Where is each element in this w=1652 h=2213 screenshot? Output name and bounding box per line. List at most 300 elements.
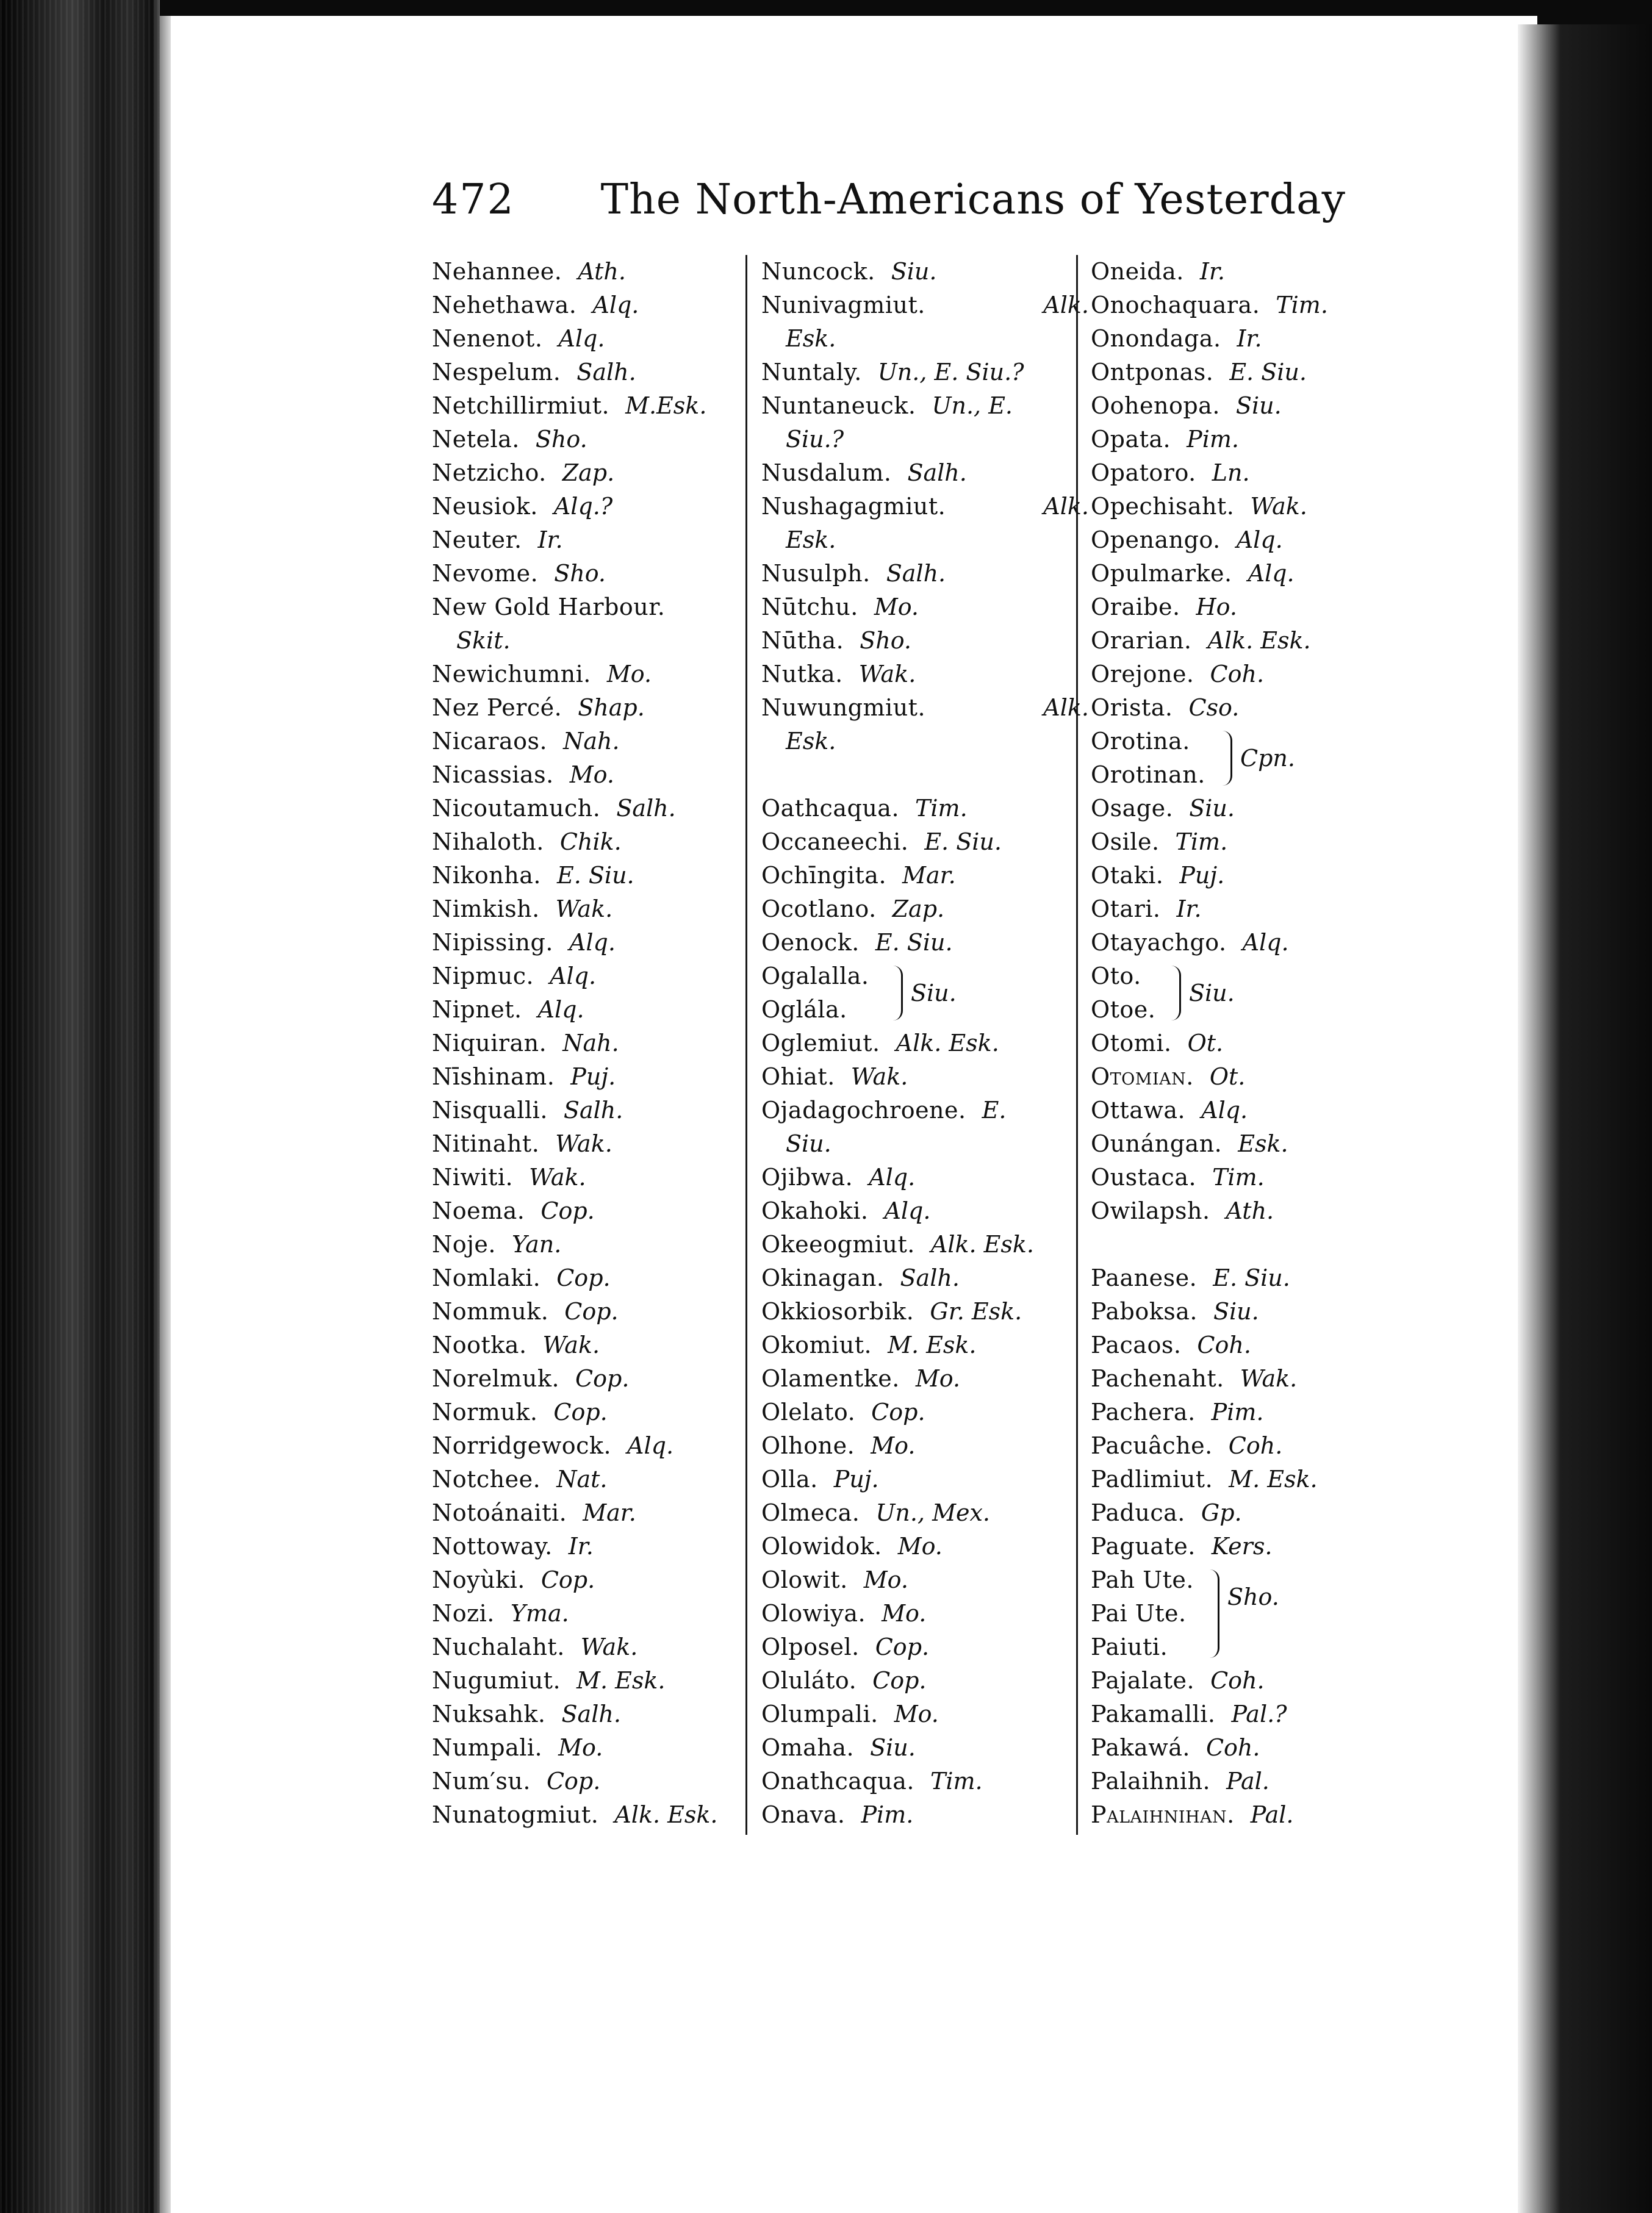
tribe-name: Nommuk. <box>432 1298 549 1325</box>
family-abbreviation: E. Siu. <box>1213 1264 1290 1291</box>
family-abbreviation: Alq. <box>558 325 605 352</box>
family-abbreviation: Mo. <box>915 1365 961 1392</box>
index-entry <box>432 557 764 590</box>
index-entry <box>432 389 764 423</box>
tribe-name: Nipissing. <box>432 929 553 956</box>
tribe-name: Netela. <box>432 426 520 453</box>
tribe-name: Orejone. <box>1091 661 1194 687</box>
index-entry <box>761 557 1094 590</box>
family-abbreviation: Puj. <box>833 1466 879 1493</box>
tribe-name: Pakamalli. <box>1091 1701 1216 1727</box>
tribe-name: Netchillirmiut. <box>432 392 610 419</box>
family-abbreviation: E. Siu. <box>924 828 1002 855</box>
tribe-name: Oneida. <box>1091 258 1184 285</box>
family-abbreviation: Salh. <box>907 459 967 486</box>
index-entry <box>432 1261 764 1295</box>
tribe-name: Nushagagmiut. <box>761 493 946 520</box>
bracketed-entry-group <box>1091 959 1423 1027</box>
index-entry <box>432 1429 764 1463</box>
tribe-name: Normuk. <box>432 1399 538 1426</box>
tribe-name: Nuwungmiut. <box>761 694 926 721</box>
family-abbreviation: Alq. <box>884 1197 931 1224</box>
index-entry <box>432 1161 764 1194</box>
family-abbreviation: Mar. <box>902 862 956 889</box>
family-abbreviation: Siu. <box>891 258 937 285</box>
tribe-name: Okeeogmiut. <box>761 1231 915 1258</box>
tribe-name: Nomlaki. <box>432 1264 541 1291</box>
index-entry <box>1091 322 1423 356</box>
family-abbreviation: Siu. <box>1213 1298 1259 1325</box>
index-entry <box>1091 1530 1423 1563</box>
tribe-name: Oglála. <box>761 996 847 1023</box>
family-abbreviation: Cop. <box>575 1365 630 1392</box>
tribe-name: Ounángan. <box>1091 1130 1223 1157</box>
index-entry <box>432 1396 764 1429</box>
index-entry <box>432 1530 764 1563</box>
index-entry <box>761 490 1094 523</box>
family-name: Palaihnihan. <box>1091 1801 1235 1828</box>
running-head <box>432 173 1346 228</box>
family-abbreviation: Esk. <box>786 526 836 553</box>
curly-brace <box>1219 731 1232 786</box>
family-abbreviation: E. Siu. <box>1229 359 1307 386</box>
family-abbreviation: Alq. <box>1242 929 1289 956</box>
family-abbreviation: Tim. <box>915 795 968 822</box>
index-column-2 <box>761 255 1094 1832</box>
page-number: 472 <box>432 176 515 224</box>
family-abbreviation: E. Siu. <box>875 929 953 956</box>
family-abbreviation: Esk. <box>1238 1130 1288 1157</box>
tribe-name: Pacuâche. <box>1091 1432 1213 1459</box>
tribe-name: Orotina. <box>1091 728 1190 755</box>
family-abbreviation: Nah. <box>563 728 620 755</box>
tribe-name: Opechisaht. <box>1091 493 1235 520</box>
tribe-name: Oustaca. <box>1091 1164 1197 1191</box>
tribe-name: Niwiti. <box>432 1164 514 1191</box>
family-abbreviation: Siu. <box>1235 392 1282 419</box>
tribe-name: Paiuti. <box>1091 1634 1168 1660</box>
index-entry <box>432 892 764 926</box>
tribe-name: Norridgewock. <box>432 1432 612 1459</box>
index-entry <box>1091 1362 1423 1396</box>
family-abbreviation: Ho. <box>1196 594 1237 620</box>
tribe-name: Palaihnih. <box>1091 1768 1211 1795</box>
index-entry <box>1091 1027 1423 1060</box>
tribe-name: Nenenot. <box>432 325 543 352</box>
index-entry <box>432 1597 764 1630</box>
tribe-name: Ontponas. <box>1091 359 1214 386</box>
index-entry <box>432 1362 764 1396</box>
index-entry <box>432 1060 764 1094</box>
index-entry <box>761 456 1094 490</box>
tribe-name: Nuntaneuck. <box>761 392 916 419</box>
bracketed-entry-group <box>1091 725 1423 792</box>
tribe-name: Onava. <box>761 1801 846 1828</box>
index-entry-continuation <box>761 423 1094 456</box>
index-entry <box>761 1161 1094 1194</box>
index-entry <box>432 1630 764 1664</box>
tribe-name: Opulmarke. <box>1091 560 1232 587</box>
family-abbreviation: Alk. <box>1043 493 1089 520</box>
index-entry <box>761 1664 1094 1698</box>
index-entry <box>761 590 1094 624</box>
index-entry <box>761 1060 1094 1094</box>
index-entry <box>1091 1798 1423 1832</box>
index-entry <box>761 1597 1094 1630</box>
family-abbreviation: Yma. <box>510 1600 569 1627</box>
family-abbreviation: Alk. Esk. <box>1207 627 1311 654</box>
index-entry <box>432 1228 764 1261</box>
index-entry <box>1091 389 1423 423</box>
index-entry-continuation <box>432 624 764 658</box>
family-abbreviation: Coh. <box>1210 1667 1265 1694</box>
index-entry <box>1091 892 1423 926</box>
family-abbreviation: Tim. <box>1276 292 1328 318</box>
index-entry <box>1091 624 1423 658</box>
index-entry <box>432 1127 764 1161</box>
family-abbreviation: Wak. <box>529 1164 586 1191</box>
tribe-name: Ojadagochroene. <box>761 1097 966 1124</box>
tribe-name: Pachera. <box>1091 1399 1196 1426</box>
tribe-name: Otari. <box>1091 895 1161 922</box>
tribe-name: Pachenaht. <box>1091 1365 1224 1392</box>
family-abbreviation: Un., Mex. <box>875 1499 991 1526</box>
family-abbreviation: Coh. <box>1205 1734 1260 1761</box>
index-entry <box>432 1295 764 1329</box>
index-entry <box>1091 1731 1423 1765</box>
index-entry <box>761 1463 1094 1496</box>
tribe-name: Nimkish. <box>432 895 540 922</box>
tribe-name: Ogalalla. <box>761 963 869 989</box>
tribe-name: Neusiok. <box>432 493 538 520</box>
index-entry <box>761 1094 1094 1127</box>
family-abbreviation: Sho. <box>1227 1584 1279 1610</box>
family-abbreviation: Siu. <box>911 980 957 1006</box>
index-entry <box>1091 1127 1423 1161</box>
tribe-name: Nutka. <box>761 661 843 687</box>
index-entry <box>1091 1664 1423 1698</box>
family-abbreviation: Esk. <box>786 325 836 352</box>
tribe-name: Omaha. <box>761 1734 855 1761</box>
family-abbreviation: Pal.? <box>1231 1701 1287 1727</box>
family-abbreviation: Sho. <box>860 627 911 654</box>
family-abbreviation: Mo. <box>863 1566 908 1593</box>
tribe-name: Nūtha. <box>761 627 844 654</box>
index-entry <box>432 1463 764 1496</box>
index-entry <box>761 1731 1094 1765</box>
family-abbreviation: Wak. <box>555 1130 612 1157</box>
index-entry <box>432 356 764 389</box>
index-entry <box>432 1698 764 1731</box>
index-entry <box>761 1295 1094 1329</box>
index-entry <box>432 959 764 993</box>
family-abbreviation: Coh. <box>1228 1432 1283 1459</box>
index-entry <box>761 289 1094 322</box>
tribe-name: Onondaga. <box>1091 325 1221 352</box>
family-abbreviation: Tim. <box>1175 828 1228 855</box>
index-entry <box>1091 1396 1423 1429</box>
index-entry <box>432 859 764 892</box>
index-entry <box>432 792 764 825</box>
family-abbreviation: Coh. <box>1210 661 1265 687</box>
family-abbreviation: Skit. <box>456 627 511 654</box>
family-abbreviation: Alq. <box>1248 560 1295 587</box>
index-entry <box>1091 356 1423 389</box>
index-entry <box>432 993 764 1027</box>
family-abbreviation: Zap. <box>562 459 615 486</box>
family-abbreviation: Alk. <box>1043 292 1089 318</box>
index-entry <box>1091 1094 1423 1127</box>
family-abbreviation: Shap. <box>578 694 645 721</box>
tribe-name: Olamentke. <box>761 1365 900 1392</box>
tribe-name: Olla. <box>761 1466 818 1493</box>
index-column-1 <box>432 255 764 1832</box>
family-abbreviation: Mo. <box>606 661 652 687</box>
family-abbreviation: Ir. <box>1237 325 1262 352</box>
tribe-name: Onathcaqua. <box>761 1768 914 1795</box>
index-entry <box>432 725 764 758</box>
family-abbreviation: Alq. <box>550 963 597 989</box>
tribe-name: Noje. <box>432 1231 496 1258</box>
tribe-name: Nīshinam. <box>432 1063 555 1090</box>
index-entry <box>432 1798 764 1832</box>
index-entry <box>432 758 764 792</box>
index-entry <box>1091 423 1423 456</box>
tribe-name: Nicaraos. <box>432 728 548 755</box>
tribe-name: Nunatogmiut. <box>432 1801 599 1828</box>
tribe-name: Nuchalaht. <box>432 1634 565 1660</box>
family-abbreviation: Ln. <box>1212 459 1250 486</box>
family-abbreviation: Alq.? <box>553 493 613 520</box>
family-abbreviation: Ir. <box>568 1533 594 1560</box>
family-abbreviation: Mo. <box>558 1734 603 1761</box>
index-entry <box>761 1496 1094 1530</box>
tribe-name: Pacaos. <box>1091 1332 1182 1358</box>
index-entry <box>432 1496 764 1530</box>
index-entry <box>761 1261 1094 1295</box>
index-entry <box>432 523 764 557</box>
tribe-name: Numpali. <box>432 1734 543 1761</box>
tribe-name: Olowiya. <box>761 1600 866 1627</box>
index-entry <box>761 1362 1094 1396</box>
tribe-name: New Gold Harbour. <box>432 594 666 620</box>
family-abbreviation: Ot. <box>1209 1063 1246 1090</box>
index-entry <box>761 926 1094 959</box>
tribe-name: Orarian. <box>1091 627 1192 654</box>
tribe-name: Olhone. <box>761 1432 855 1459</box>
tribe-name: Owilapsh. <box>1091 1197 1210 1224</box>
tribe-name: Nuncock. <box>761 258 875 285</box>
index-entry-continuation <box>761 322 1094 356</box>
family-abbreviation: Un., E. <box>932 392 1013 419</box>
index-entry <box>761 624 1094 658</box>
family-abbreviation: Ath. <box>578 258 626 285</box>
index-entry <box>432 1731 764 1765</box>
tribe-name: Okomiut. <box>761 1332 872 1358</box>
index-entry <box>1091 1060 1423 1094</box>
index-entry <box>432 1027 764 1060</box>
tribe-name: Olposel. <box>761 1634 860 1660</box>
tribe-name: Ohiat. <box>761 1063 835 1090</box>
tribe-name: Nehannee. <box>432 258 562 285</box>
tribe-name: Nusulph. <box>761 560 871 587</box>
tribe-name: Paguate. <box>1091 1533 1196 1560</box>
index-entry <box>761 1698 1094 1731</box>
family-abbreviation: Salh. <box>576 359 636 386</box>
index-entry <box>761 892 1094 926</box>
family-abbreviation: Mo. <box>897 1533 943 1560</box>
tribe-name: Ochīngita. <box>761 862 887 889</box>
index-entry <box>432 1664 764 1698</box>
family-abbreviation: Salh. <box>900 1264 960 1291</box>
family-abbreviation: M. Esk. <box>888 1332 977 1358</box>
family-abbreviation: Coh. <box>1197 1332 1251 1358</box>
tribe-name: Ottawa. <box>1091 1097 1186 1124</box>
index-entry <box>761 658 1094 691</box>
bracketed-entry-group <box>1091 1563 1423 1664</box>
tribe-name: Oto. <box>1091 963 1141 989</box>
family-abbreviation: Wak. <box>542 1332 600 1358</box>
family-abbreviation: Siu. <box>870 1734 916 1761</box>
index-entry <box>432 590 764 624</box>
index-entry <box>1091 1765 1423 1798</box>
family-abbreviation: Wak. <box>580 1634 638 1660</box>
index-entry <box>432 1765 764 1798</box>
family-abbreviation: E. Siu. <box>557 862 634 889</box>
tribe-name: Nikonha. <box>432 862 541 889</box>
family-abbreviation: Salh. <box>886 560 946 587</box>
family-abbreviation: Alq. <box>869 1164 916 1191</box>
tribe-name: Noyùki. <box>432 1566 525 1593</box>
tribe-name: Ocotlano. <box>761 895 877 922</box>
index-column-3 <box>1091 255 1423 1832</box>
index-entry <box>1091 1295 1423 1329</box>
family-abbreviation: Sho. <box>554 560 606 587</box>
tribe-name: Openango. <box>1091 526 1221 553</box>
index-entry <box>1091 255 1423 289</box>
section-spacer <box>761 758 1094 792</box>
family-abbreviation: Alq. <box>569 929 616 956</box>
family-abbreviation: Mo. <box>569 761 614 788</box>
index-entry <box>1091 959 1423 993</box>
family-abbreviation: Ir. <box>1199 258 1225 285</box>
tribe-name: Opatoro. <box>1091 459 1196 486</box>
family-abbreviation: Wak. <box>555 895 613 922</box>
index-entry <box>432 691 764 725</box>
index-entry <box>1091 523 1423 557</box>
family-abbreviation: Siu.? <box>786 426 844 453</box>
book-page-edges <box>0 0 160 2213</box>
family-name: Otomian. <box>1091 1063 1194 1090</box>
family-abbreviation: Gr. Esk. <box>930 1298 1022 1325</box>
family-abbreviation: Pal. <box>1250 1801 1294 1828</box>
family-abbreviation: Pim. <box>1187 426 1239 453</box>
family-abbreviation: Kers. <box>1211 1533 1273 1560</box>
index-entry-continuation <box>761 1127 1094 1161</box>
index-entry <box>432 926 764 959</box>
tribe-name: Nuksahk. <box>432 1701 546 1727</box>
tribe-name: Nootka. <box>432 1332 527 1358</box>
page-gutter-shadow <box>160 16 171 2213</box>
tribe-name: Nespelum. <box>432 359 561 386</box>
index-entry <box>432 490 764 523</box>
family-abbreviation: Ot. <box>1187 1030 1224 1056</box>
index-entry <box>1091 557 1423 590</box>
family-abbreviation: Mar. <box>583 1499 636 1526</box>
family-abbreviation: Mo. <box>871 1432 916 1459</box>
tribe-name: Oohenopa. <box>1091 392 1220 419</box>
index-entry <box>1091 1698 1423 1731</box>
tribe-name: Noema. <box>432 1197 525 1224</box>
index-entry <box>432 289 764 322</box>
family-abbreviation: Salh. <box>563 1097 623 1124</box>
index-entry <box>1091 456 1423 490</box>
tribe-name: Otomi. <box>1091 1030 1172 1056</box>
tribe-name: Olowidok. <box>761 1533 882 1560</box>
tribe-name: Num′su. <box>432 1768 531 1795</box>
index-entry <box>1091 590 1423 624</box>
family-abbreviation: Cop. <box>553 1399 608 1426</box>
family-abbreviation: Alk. Esk. <box>930 1231 1035 1258</box>
index-entry <box>1091 859 1423 892</box>
family-abbreviation: Nah. <box>562 1030 619 1056</box>
family-abbreviation: Zap. <box>892 895 945 922</box>
family-abbreviation: Wak. <box>1250 493 1307 520</box>
family-abbreviation: Salh. <box>561 1701 621 1727</box>
family-abbreviation: Alq. <box>627 1432 674 1459</box>
tribe-name: Pah Ute. <box>1091 1566 1194 1593</box>
index-entry <box>1091 926 1423 959</box>
family-abbreviation: Yan. <box>511 1231 562 1258</box>
family-abbreviation: E. <box>982 1097 1007 1124</box>
tribe-name: Paanese. <box>1091 1264 1198 1291</box>
index-entry <box>1091 1429 1423 1463</box>
tribe-name: Nusdalum. <box>761 459 892 486</box>
family-abbreviation: Alk. Esk. <box>896 1030 999 1056</box>
tribe-name: Nūtchu. <box>761 594 858 620</box>
index-entry <box>432 423 764 456</box>
index-entry <box>432 1094 764 1127</box>
index-entry <box>761 859 1094 892</box>
tribe-name: Nicassias. <box>432 761 554 788</box>
tribe-name: Nisqualli. <box>432 1097 548 1124</box>
family-abbreviation: Alq. <box>1201 1097 1248 1124</box>
family-abbreviation: Alk. <box>1043 694 1089 721</box>
family-abbreviation: M. Esk. <box>576 1667 666 1694</box>
tribe-name: Onochaquara. <box>1091 292 1260 318</box>
family-abbreviation: Ath. <box>1226 1197 1274 1224</box>
index-entry <box>432 322 764 356</box>
family-abbreviation: Cop. <box>871 1399 925 1426</box>
index-entry <box>1091 289 1423 322</box>
index-entry <box>761 1027 1094 1060</box>
tribe-name: Pakawá. <box>1091 1734 1190 1761</box>
tribe-name: Neuter. <box>432 526 522 553</box>
index-entry <box>1091 490 1423 523</box>
tribe-name: Ojibwa. <box>761 1164 853 1191</box>
index-entry <box>432 1329 764 1362</box>
tribe-name: Okahoki. <box>761 1197 869 1224</box>
tribe-name: Pajalate. <box>1091 1667 1195 1694</box>
index-entry <box>432 1194 764 1228</box>
family-abbreviation: Cpn. <box>1240 745 1295 772</box>
tribe-name: Oglemiut. <box>761 1030 880 1056</box>
family-abbreviation: Sho. <box>535 426 587 453</box>
family-abbreviation: Ir. <box>1176 895 1202 922</box>
tribe-name: Notchee. <box>432 1466 541 1493</box>
next-page-edge <box>1518 24 1652 2213</box>
tribe-name: Nuntaly. <box>761 359 862 386</box>
